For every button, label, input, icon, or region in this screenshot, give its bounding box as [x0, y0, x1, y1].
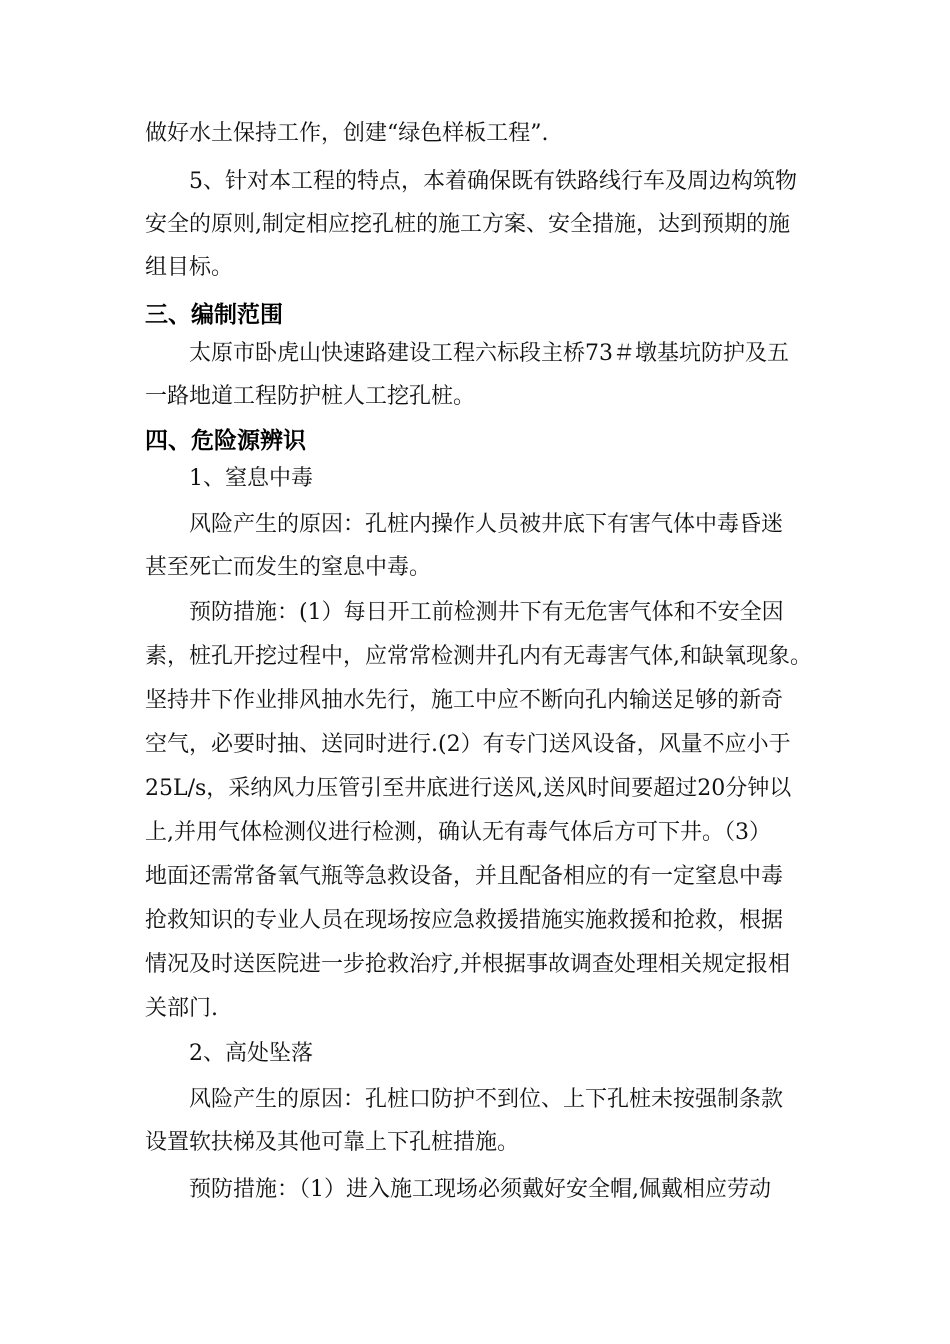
paragraph-line: 预防措施：(1）每日开工前检测井下有无危害气体和不安全因 — [189, 600, 784, 625]
paragraph-line: 一路地道工程防护桩人工挖孔桩。 — [145, 384, 476, 409]
paragraph-line: 风险产生的原因：孔桩内操作人员被井底下有害气体中毒昏迷 — [189, 512, 784, 537]
paragraph-line: 情况及时送医院进一步抢救治疗,并根据事故调查处理相关规定报相 — [145, 952, 790, 977]
paragraph-line: 5、针对本工程的特点，本着确保既有铁路线行车及周边构筑物 — [189, 169, 797, 194]
paragraph-line: 抢救知识的专业人员在现场按应急救援措施实施救援和抢救，根据 — [145, 908, 784, 933]
paragraph-line: 太原市卧虎山快速路建设工程六标段主桥73＃墩基坑防护及五 — [189, 341, 789, 366]
paragraph-line: 组目标。 — [145, 255, 234, 280]
paragraph-line: 风险产生的原因：孔桩口防护不到位、上下孔桩未按强制条款 — [189, 1087, 784, 1112]
paragraph-line: 地面还需常备氧气瓶等急救设备，并且配备相应的有一定窒息中毒 — [145, 864, 784, 889]
paragraph-line: 安全的原则,制定相应挖孔桩的施工方案、安全措施，达到预期的施 — [145, 212, 790, 237]
section-heading: 四、危险源辨识 — [145, 428, 306, 454]
item-title: 2、高处坠落 — [189, 1041, 313, 1066]
paragraph-line: 25L/s，采纳风力压管引至井底进行送风,送风时间要超过20分钟以 — [145, 776, 792, 801]
paragraph-line: 坚持井下作业排风抽水先行，施工中应不断向孔内输送足够的新奇 — [145, 688, 784, 713]
section-heading: 三、编制范围 — [145, 302, 283, 328]
paragraph-line: 设置软扶梯及其他可靠上下孔桩措施。 — [145, 1130, 520, 1155]
paragraph-line: 做好水土保持工作，创建“绿色样板工程”. — [145, 121, 549, 146]
paragraph-line: 素，桩孔开挖过程中，应常常检测井孔内有无毒害气体,和缺氧现象。 — [145, 644, 812, 669]
paragraph-line: 空气，必要时抽、送同时进行.(2）有专门送风设备，风量不应小于 — [145, 732, 791, 757]
paragraph-line: 预防措施：（1）进入施工现场必须戴好安全帽,佩戴相应劳动 — [189, 1177, 771, 1202]
paragraph-line: 甚至死亡而发生的窒息中毒。 — [145, 555, 432, 580]
item-title: 1、窒息中毒 — [189, 466, 313, 491]
paragraph-line: 上,并用气体检测仪进行检测，确认无有毒气体后方可下井。（3） — [145, 820, 771, 845]
paragraph-line: 关部门. — [145, 996, 218, 1021]
